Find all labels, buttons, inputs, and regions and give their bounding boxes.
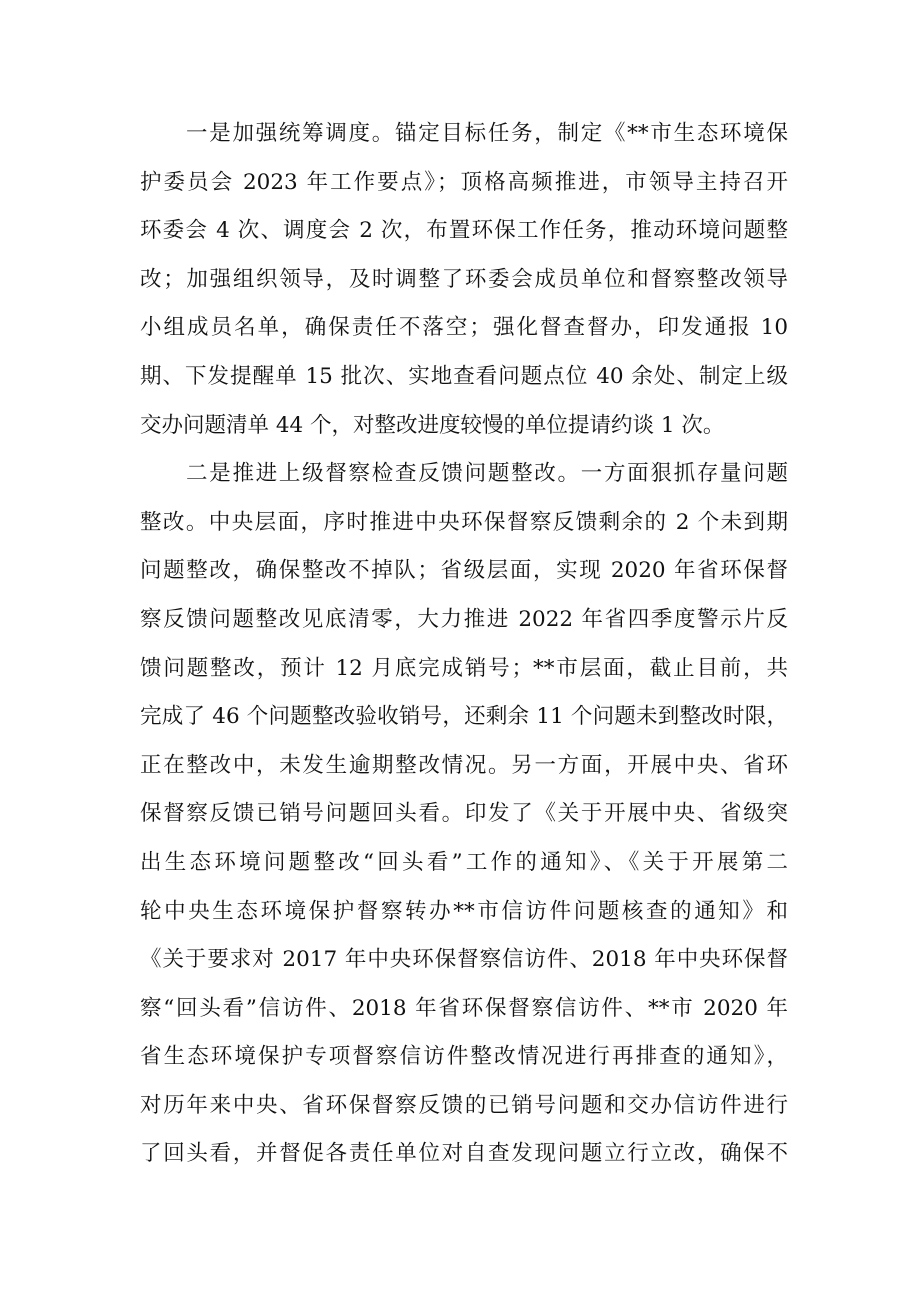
paragraph-coordination [140,110,788,450]
text-line: 察“回头看”信访件、2018 年省环保督察信访件、**市 2020 年 [140,995,788,1021]
text-line: 二是推进上级督察检查反馈问题整改。一方面狠抓存量问题 [186,461,788,487]
text-line: 察反馈问题整改见底清零，大力推进 2022 年省四季度警示片反 [140,606,788,632]
document-body [140,110,788,1179]
text-line: 完成了 46 个问题整改验收销号，还剩余 11 个问题未到整改时限， [140,704,788,730]
text-line: 一是加强统筹调度。锚定目标任务，制定《**市生态环境保 [186,121,788,146]
text-line: 出生态环境问题整改“回头看”工作的通知》、《关于开展第二 [140,849,788,875]
text-line: 《关于要求对 2017 年中央环保督察信访件、2018 年中央环保督 [140,947,788,973]
text-line: 对历年来中央、省环保督察反馈的已销号问题和交办信访件进行 [140,1092,788,1118]
text-line: 小组成员名单，确保责任不落空；强化督查督办，印发通报 10 [140,315,788,341]
text-line: 整改。中央层面，序时推进中央环保督察反馈剩余的 2 个未到期 [140,509,788,535]
text-line: 期、下发提醒单 15 批次、实地查看问题点位 40 余处、制定上级 [140,363,788,389]
text-line: 轮中央生态环境保护督察转办**市信访件问题核查的通知》和 [140,898,788,924]
text-line: 正在整改中，未发生逾期整改情况。另一方面，开展中央、省环 [140,752,788,778]
text-line: 交办问题清单 44 个，对整改进度较慢的单位提请约谈 1 次。 [140,412,725,438]
text-line: 省生态环境保护专项督察信访件整改情况进行再排查的通知》， [140,1044,788,1070]
text-line: 问题整改，确保整改不掉队；省级层面，实现 2020 年省环保督 [140,558,788,584]
text-line: 了回头看，并督促各责任单位对自查发现问题立行立改，确保不 [140,1141,788,1167]
text-line: 馈问题整改，预计 12 月底完成销号；**市层面，截止目前，共 [140,655,788,681]
text-line: 环委会 4 次、调度会 2 次，布置环保工作任务，推动环境问题整 [140,218,788,244]
text-line: 护委员会 2023 年工作要点》；顶格高频推进，市领导主持召开 [140,169,788,195]
paragraph-rectification [140,450,788,1179]
text-line: 保督察反馈已销号问题回头看。印发了《关于开展中央、省级突 [140,801,788,827]
text-line: 改；加强组织领导，及时调整了环委会成员单位和督察整改领导 [140,266,788,292]
